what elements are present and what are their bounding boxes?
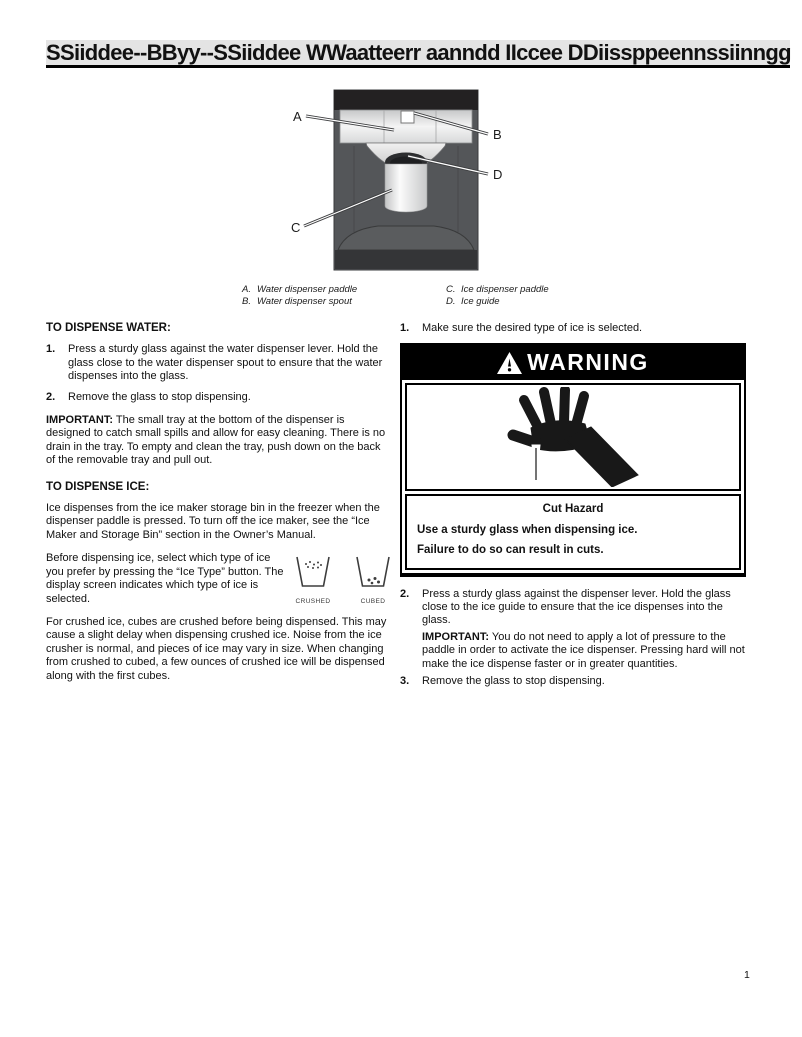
callout-a: A: [293, 109, 302, 124]
water-spout: [401, 111, 414, 123]
page-number: 1: [744, 969, 750, 981]
crushed-ice-icon: [294, 556, 332, 608]
water-step-1: 1. Press a sturdy glass against the water dispenser lever. Hold the glass close to the water dispenser spout to ensure that the water dispenses into the glass.: [46, 343, 383, 383]
heading-dispense-ice: TO DISPENSE ICE:: [46, 480, 150, 493]
callout-b: B: [493, 127, 502, 142]
ice-step-1: 1. Make sure the desired type of ice is selected.: [400, 322, 643, 334]
crushed-label: CRUSHED: [295, 597, 331, 605]
hazard-line-2: Failure to do so can result in cuts.: [417, 544, 604, 557]
ice-step-3: 3. Remove the glass to stop dispensing.: [400, 675, 605, 688]
page-title: SSiiddee--BByy--SSiiddee WWaatteerr aanndd IIccee DDiissppeennssiinngg: [46, 40, 790, 68]
dispenser-figure: [280, 84, 520, 274]
cubed-glass-icon: [354, 556, 392, 589]
left-column: [46, 322, 392, 693]
dispenser-body: [334, 90, 478, 270]
ice-important-note: IMPORTANT: You do not need to apply a lot of pressure to the paddle in order to activate the ice dispenser. Pressing hard will not make the ice dispense faster or in greater quantities.: [422, 630, 745, 670]
callout-c: C: [291, 220, 301, 235]
warning-box: [400, 343, 746, 576]
ice-para-2-block: [46, 552, 392, 606]
ice-paddle: [385, 164, 427, 212]
warning-header-label: WARNING: [527, 349, 649, 376]
ice-type-icons: [294, 556, 392, 608]
warning-text-panel: [405, 494, 741, 569]
caption-b: B. Water dispenser spout: [242, 296, 352, 307]
callout-d: D: [493, 167, 503, 182]
ice-para-1: Ice dispenses from the ice maker storage bin in the freezer when the dispenser paddle is pressed. To turn off the ice maker, see the “Ice Maker and Storage Bin” section in the Owner’s Manual.: [46, 502, 380, 541]
caption-c: C. Ice dispenser paddle: [446, 284, 549, 295]
water-step-2: 2. Remove the glass to stop dispensing.: [46, 390, 251, 403]
figure-caption: [242, 284, 549, 308]
caption-a: A. Water dispenser paddle: [242, 284, 358, 295]
warning-header: [402, 345, 744, 380]
right-column: [400, 322, 746, 695]
hazard-line-1: Use a sturdy glass when dispensing ice.: [417, 523, 638, 536]
ice-para-2: Before dispensing ice, select which type of ice you prefer by pressing the “Ice Type” button. The display screen indicates which type of ice is selected.: [46, 552, 284, 605]
warning-graphic-panel: [405, 383, 741, 491]
cubed-ice-icon: [354, 556, 392, 608]
hazard-title: Cut Hazard: [542, 503, 604, 516]
heading-dispense-water: TO DISPENSE WATER:: [46, 322, 171, 334]
crushed-glass-icon: [294, 556, 332, 589]
warning-triangle-icon: [497, 352, 522, 374]
caption-d: D. Ice guide: [446, 296, 500, 307]
water-important-note: IMPORTANT: The small tray at the bottom of the dispenser is designed to catch small spills and allow for easy cleaning. There is no drain in the tray. To empty and clean the tray, push down on the back of the removable tray and pull out.: [46, 414, 386, 467]
cut-hand-icon: [486, 387, 661, 487]
ice-step-2: 2. Press a sturdy glass against the dispenser lever. Hold the glass close to the ice guide to ensure that the ice dispenses into the glass. IMPORTANT: You do not need to apply a lot of pressure to the paddle in order to activate the ice dispenser. Pressing hard will not make the ice dispense faster or in greater quantities.: [400, 587, 745, 670]
ice-para-3: For crushed ice, cubes are crushed before being dispensed. This may cause a slight delay when dispensing crushed ice. Noise from the ice crusher is normal, and pieces of ice may vary in size. When changing from crushed to cubed, a few ounces of crushed ice will be dispensed along with the first cubes.: [46, 615, 387, 682]
cubed-label: CUBED: [360, 597, 386, 605]
